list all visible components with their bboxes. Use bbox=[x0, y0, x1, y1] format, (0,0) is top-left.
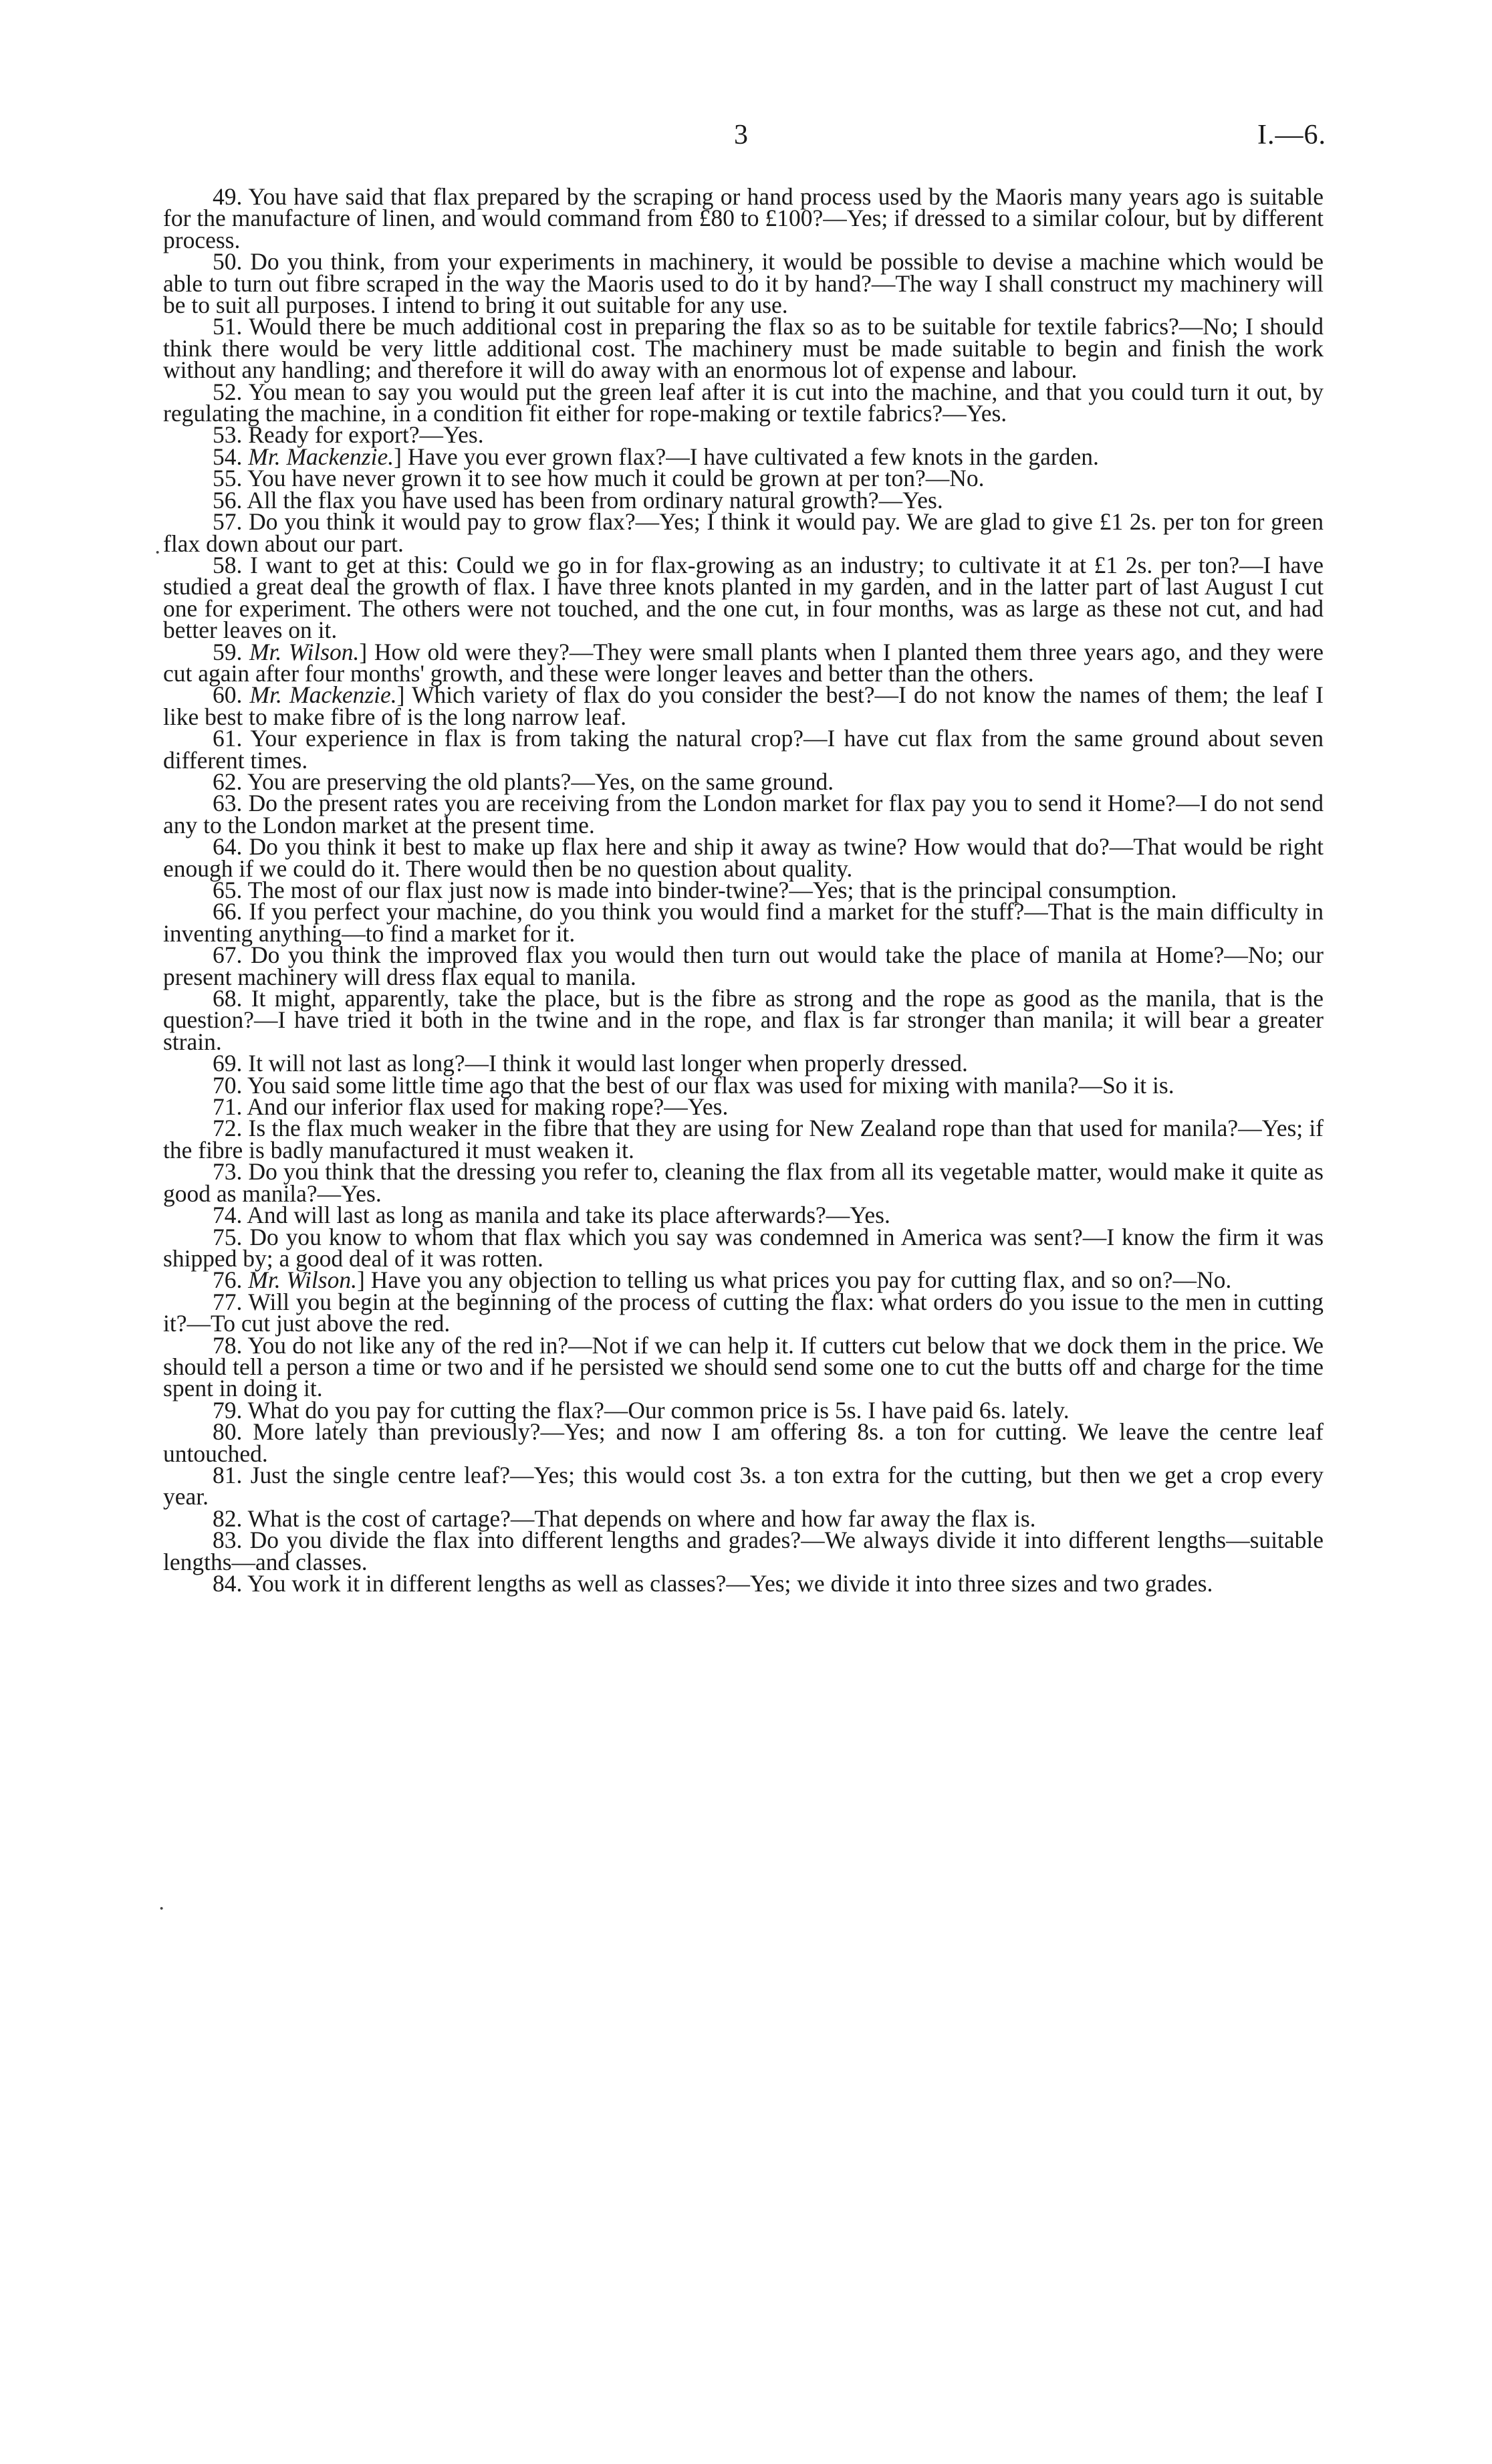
question-text: You have said that flax prepared by the scraping or hand process used by the Maoris many years ago is suitable for the manufacture of linen, and would command from £80 to £100?—Yes; if dressed to a similar colour, but by different process. bbox=[163, 183, 1324, 253]
question-number: 53. bbox=[213, 421, 243, 449]
question-paragraph bbox=[163, 681, 1324, 730]
speaker-bracket: ] bbox=[396, 681, 405, 709]
question-text: Do you know to whom that flax which you say was condemned in America was sent?—I know the firm it was shipped by; a good deal of it was rotten. bbox=[163, 1223, 1324, 1272]
question-number: 67. bbox=[213, 941, 243, 969]
question-text: And our inferior flax used for making rope?—Yes. bbox=[247, 1093, 729, 1121]
question-number: 60. bbox=[213, 681, 243, 709]
question-paragraph bbox=[163, 941, 1324, 990]
question-number: 63. bbox=[213, 790, 243, 817]
question-text: Ready for export?—Yes. bbox=[248, 421, 484, 449]
question-text: You said some little time ago that the best of our flax was used for mixing with manila?—So it is. bbox=[247, 1071, 1174, 1099]
question-paragraph bbox=[163, 378, 1324, 427]
question-number: 55. bbox=[213, 465, 243, 492]
question-number: 65. bbox=[213, 877, 243, 903]
minutes-body bbox=[163, 183, 1324, 1597]
question-text: It might, apparently, take the place, but is the fibre as strong and the rope as good as the manila, that is the question?—I have tried it both in the twine and in the rope, and flax is far stronger than manila; it will bear a greater strain. bbox=[163, 985, 1324, 1055]
margin-mark: · bbox=[154, 540, 162, 565]
question-number: 51. bbox=[213, 313, 243, 340]
question-text: Your experience in flax is from taking the natural crop?—I have cut flax from the same ground about seven different times. bbox=[163, 725, 1324, 774]
question-number: 78. bbox=[213, 1331, 243, 1359]
question-text: Have you any objection to telling us what prices you pay for cutting flax, and so on?—No. bbox=[370, 1266, 1232, 1294]
question-number: 52. bbox=[213, 378, 243, 405]
question-text: Have you ever grown flax?—I have cultivated a few knots in the garden. bbox=[407, 443, 1099, 470]
question-number: 50. bbox=[213, 248, 243, 275]
question-number: 83. bbox=[213, 1527, 243, 1554]
question-text: Which variety of flax do you consider the best?—I do not know the names of them; the leaf I like best to make fibre of is the long narrow leaf. bbox=[163, 681, 1324, 730]
page-header bbox=[0, 119, 1492, 159]
question-number: 72. bbox=[213, 1115, 243, 1142]
question-paragraph bbox=[163, 1117, 1324, 1161]
question-number: 61. bbox=[213, 725, 243, 752]
question-text: More lately than previously?—Yes; and now I am offering 8s. a ton for cutting. We leave the centre leaf untouched. bbox=[163, 1418, 1324, 1467]
question-number: 73. bbox=[213, 1158, 243, 1186]
question-paragraph bbox=[163, 248, 1324, 319]
question-paragraph bbox=[163, 183, 1324, 253]
speaker-name: Mr. Mackenzie. bbox=[248, 443, 394, 470]
question-text: You work it in different lengths as well as classes?—Yes; we divide it into three sizes and two grades. bbox=[247, 1570, 1213, 1597]
question-paragraph bbox=[163, 1529, 1324, 1573]
question-text: Do you divide the flax into different lengths and grades?—We always divide it into different lengths—suitable lengths—and classes. bbox=[163, 1527, 1324, 1575]
question-text: The most of our flax just now is made into binder-twine?—Yes; that is the principal consumption. bbox=[247, 877, 1177, 903]
question-paragraph bbox=[163, 1288, 1324, 1337]
question-text: Is the flax much weaker in the fibre that they are using for New Zealand rope than that used for manila?—Yes; if the fibre is badly manufactured it must weaken it. bbox=[163, 1115, 1324, 1163]
question-text: And will last as long as manila and take its place afterwards?—Yes. bbox=[247, 1202, 890, 1229]
speaker-name: Mr. Wilson. bbox=[248, 1266, 357, 1294]
question-number: 74. bbox=[213, 1202, 243, 1229]
question-text: All the flax you have used has been from ordinary natural growth?—Yes. bbox=[247, 486, 943, 514]
question-text: Do the present rates you are receiving from the London market for flax pay you to send it Home?—I do not send any to the London market at the present time. bbox=[163, 790, 1324, 838]
question-number: 71. bbox=[213, 1093, 243, 1121]
speaker-bracket: ] bbox=[359, 638, 368, 665]
question-paragraph bbox=[163, 792, 1324, 836]
question-number: 81. bbox=[213, 1461, 243, 1488]
speaker-bracket: ] bbox=[394, 443, 402, 470]
question-text: You mean to say you would put the green leaf after it is cut into the machine, and that you could turn it out, by regulating the machine, in a condition fit either for rope-making or textile fabrics?—Yes. bbox=[163, 378, 1324, 427]
speaker-name: Mr. Mackenzie. bbox=[249, 681, 397, 709]
question-paragraph bbox=[163, 313, 1324, 384]
question-number: 66. bbox=[213, 898, 243, 925]
question-number: 62. bbox=[213, 768, 243, 795]
question-paragraph bbox=[163, 1461, 1324, 1510]
question-text: How old were they?—They were small plants when I planted them three years ago, and they were cut again after four months' growth, and these were longer leaves and better than the others. bbox=[163, 638, 1324, 687]
question-text: What is the cost of cartage?—That depends on where and how far away the flax is. bbox=[247, 1504, 1036, 1532]
question-text: You have never grown it to see how much it could be grown at per ton?—No. bbox=[247, 465, 985, 492]
question-text: Do you think the improved flax you would then turn out would take the place of manila at Home?—No; our present machinery will dress flax equal to manila. bbox=[163, 941, 1324, 990]
question-paragraph bbox=[163, 638, 1324, 687]
question-number: 82. bbox=[213, 1504, 243, 1532]
question-text: Just the single centre leaf?—Yes; this would cost 3s. a ton extra for the cutting, but then we get a crop every year. bbox=[163, 1461, 1324, 1510]
question-number: 54. bbox=[213, 443, 243, 470]
question-number: 58. bbox=[213, 551, 243, 578]
question-text: You are preserving the old plants?—Yes, on the same ground. bbox=[247, 768, 834, 795]
question-text: Do you think it best to make up flax here and ship it away as twine? How would that do?—That would be right enough if we could do it. There would then be no question about quality. bbox=[163, 833, 1324, 882]
question-text: I want to get at this: Could we go in for flax-growing as an industry; to cultivate it at £1 2s. per ton?—I have studied a great deal the growth of flax. I have three knots planted in my garden, and in the latter part of last August I cut one for experiment. The others were not touched, and the one cut, in four months, was as large as these not cut, and had better leaves on it. bbox=[163, 551, 1324, 644]
question-paragraph bbox=[163, 1331, 1324, 1402]
question-text: What do you pay for cutting the flax?—Our common price is 5s. I have paid 6s. lately. bbox=[247, 1396, 1070, 1424]
question-text: If you perfect your machine, do you think you would find a market for the stuff?—That is the main difficulty in inventing anything—to find a market for it. bbox=[163, 898, 1324, 947]
question-number: 80. bbox=[213, 1418, 243, 1446]
question-paragraph bbox=[163, 551, 1324, 644]
question-number: 70. bbox=[213, 1071, 243, 1099]
question-paragraph bbox=[163, 1158, 1324, 1207]
question-paragraph bbox=[163, 898, 1324, 947]
question-paragraph bbox=[163, 1570, 1324, 1597]
question-number: 75. bbox=[213, 1223, 243, 1250]
question-text: Would there be much additional cost in preparing the flax so as to be suitable for textile fabrics?—No; I should think there would be very little additional cost. The machinery must be made suitable to begin and finish the work without any handling; and therefore it will do away with an enormous lot of expense and labour. bbox=[163, 313, 1324, 384]
page-number: 3 bbox=[734, 120, 748, 150]
question-paragraph bbox=[163, 833, 1324, 882]
question-number: 69. bbox=[213, 1050, 243, 1077]
speaker-name: Mr. Wilson. bbox=[249, 638, 360, 665]
question-number: 64. bbox=[213, 833, 243, 861]
document-reference: I.—6. bbox=[1257, 120, 1326, 150]
question-number: 77. bbox=[213, 1288, 243, 1315]
question-paragraph bbox=[163, 725, 1324, 774]
question-paragraph bbox=[163, 1418, 1324, 1467]
question-text: Do you think it would pay to grow flax?—Yes; I think it would pay. We are glad to give £1 2s. per ton for green flax down about our part. bbox=[163, 508, 1324, 557]
question-text: You do not like any of the red in?—Not if we can help it. If cutters cut below that we dock them in the price. We should tell a person a time or two and if he persisted we should send some one to cut the butts off and charge for the time spent in doing it. bbox=[163, 1331, 1324, 1402]
question-number: 56. bbox=[213, 486, 243, 514]
margin-mark: · bbox=[158, 1896, 166, 1921]
question-paragraph bbox=[163, 985, 1324, 1055]
question-text: Will you begin at the beginning of the process of cutting the flax: what orders do you issue to the men in cutting it?—To cut just above the red. bbox=[163, 1288, 1324, 1337]
question-paragraph bbox=[163, 508, 1324, 557]
question-number: 57. bbox=[213, 508, 243, 536]
question-number: 49. bbox=[213, 183, 243, 210]
speaker-bracket: ] bbox=[356, 1266, 365, 1294]
question-text: It will not last as long?—I think it would last longer when properly dressed. bbox=[248, 1050, 968, 1077]
question-text: Do you think, from your experiments in machinery, it would be possible to devise a machine which would be able to turn out fibre scraped in the way the Maoris used to do it by hand?—The way I shall construct my machinery will be to suit all purposes. I intend to bring it out suitable for any use. bbox=[163, 248, 1324, 319]
question-number: 76. bbox=[213, 1266, 243, 1294]
question-number: 59. bbox=[213, 638, 243, 665]
question-paragraph bbox=[163, 1223, 1324, 1272]
question-number: 68. bbox=[213, 985, 243, 1012]
question-number: 84. bbox=[213, 1570, 243, 1597]
question-text: Do you think that the dressing you refer to, cleaning the flax from all its vegetable matter, would make it quite as good as manila?—Yes. bbox=[163, 1158, 1324, 1207]
question-number: 79. bbox=[213, 1396, 243, 1424]
